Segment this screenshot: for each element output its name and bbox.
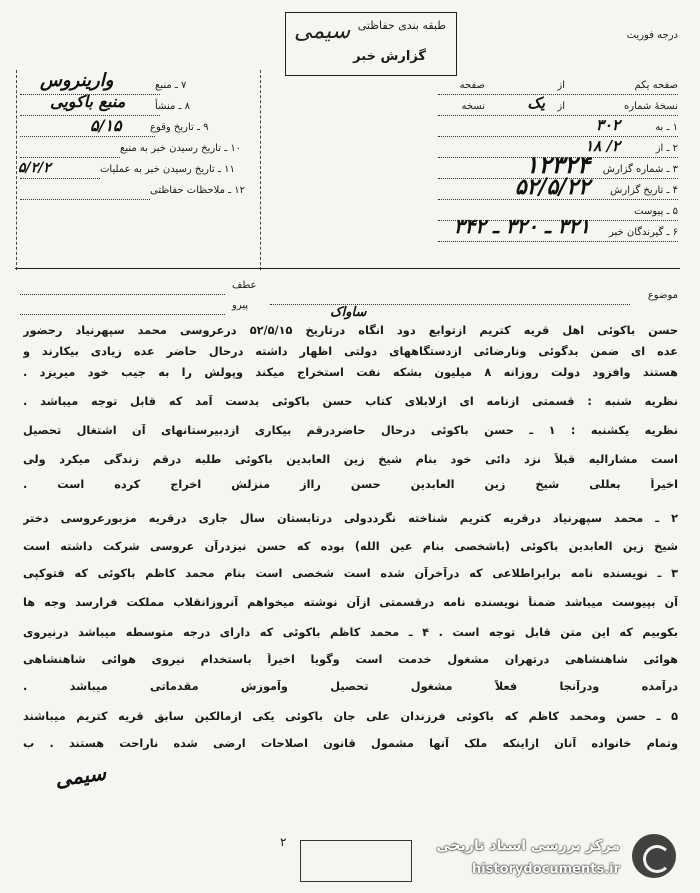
field-label: ۲ ـ از — [655, 143, 678, 154]
classification-label: طبقه بندی حفاظتی — [357, 19, 446, 32]
body-line: هوائی شاهنشاهی درتهران مشغول خدمت است وگویا اخیراً باستخدام نیروی هوائی شاهنشاهی — [23, 653, 678, 666]
field-value: ۱۲۳۲۴ — [525, 150, 590, 179]
body-line: عده ای ضمن بدگوئی ونارضائی ازدستگاههای دولتی اظهار داشته درحال حاضر عده زیادی بیکارند و — [23, 345, 678, 358]
body-line: آن بپیوست میباشد ضمناً نویسنده نامه درقسمتی ازآن نوشته میخواهم آنروزانقلاب مملکت فرارسد وجه ها — [23, 596, 678, 609]
field-value: ۳۰۲ — [595, 116, 620, 134]
dotted-line — [438, 241, 678, 242]
body-line: نظریه یکشنبه : ۱ ـ حسن باکوئی درحال حاضردرقم بیکاری ازدبیرستانهای آن اشتغال تحصیل — [23, 424, 678, 437]
column-divider — [260, 70, 261, 270]
dotted-line — [438, 199, 678, 200]
body-line: ۳ ـ نویسنده نامه برابراطلاعی که درآخرآن شده است شخصی است بنام محمد کاظم باکوئی که فتوکپی — [23, 567, 678, 580]
field-label: ۴ ـ تاریخ گزارش — [610, 185, 678, 196]
dotted-line — [438, 94, 678, 95]
field-label: ۷ ـ منبع — [155, 80, 187, 91]
header-rule — [15, 268, 680, 269]
body-line: نظریه شنبه : قسمتی ازنامه ای ازلابلای کتاب حسن باکوئی بدست آمد که قابل توجه میباشد . — [23, 395, 678, 408]
peyro-label: پیرو — [232, 300, 249, 311]
classification-stamp — [285, 12, 457, 76]
dotted-line — [438, 136, 678, 137]
body-line: حسن باکوئی اهل قریه کتریم ازتوابع دود انگاه درتاریخ ۵۲/۵/۱۵ درعروسی محمد سپهرنیاد رحضور — [23, 324, 678, 337]
field-value: ۲/ ۱۸ — [585, 137, 620, 155]
dotted-line — [438, 115, 678, 116]
field-label: ۱۲ ـ ملاحظات حفاظتی — [150, 185, 245, 196]
field-value: ۵/۱۵ — [90, 116, 122, 135]
margin-signature: سیمی — [53, 760, 108, 792]
field-label: ۱۰ ـ تاریخ رسیدن خبر به منبع — [120, 143, 242, 154]
subject-label: موضوع — [647, 290, 678, 301]
bottom-stamp — [300, 840, 412, 882]
stamp-signature: سیمی — [294, 19, 351, 44]
field-label: از — [557, 80, 565, 91]
left-border — [16, 70, 17, 270]
body-line: ۵ ـ حسن ومحمد کاظم که باکوئی فرزندان علی جان باکوئی یکی ازمالکین سابق قریه کتریم میباشند — [23, 710, 678, 723]
body-line: شیخ زین العابدین باکوئی (باشخصی بنام عین الله) بوده که حسن نیزدرآن عروسی شرکت داشته است — [23, 540, 678, 553]
field-label: نسخه — [461, 101, 485, 112]
dotted-line — [20, 94, 160, 95]
field-label: ۱ ـ به — [655, 122, 678, 133]
body-line: وتمام خانواده آنان ازاینکه ملک آنها مشمول قانون اصلاحات ارضی شده ناراحت هستند . ب — [23, 737, 678, 750]
archive-name: مرکز بررسی اسناد تاریخی — [436, 838, 620, 854]
field-label: ۳ ـ شماره گزارش — [602, 164, 678, 175]
field-label: صفحه — [459, 80, 485, 91]
dotted-line — [438, 220, 678, 221]
dotted-line — [20, 199, 150, 200]
field-value: منبع باکویی — [50, 92, 126, 111]
field-value: وارینروس — [40, 70, 114, 91]
priority-label: درجه فوریت — [626, 30, 678, 41]
dotted-line — [20, 178, 100, 179]
dotted-line — [438, 157, 678, 158]
page-note: ۲ — [280, 835, 287, 849]
field-label: ۶ ـ گیرندگان خبر — [608, 227, 678, 238]
field-value: ۵۲/۵/۲۲ — [514, 174, 590, 200]
field-value: ۳۲۱ ـ ۳۲۰ ـ ۳۴۲ — [453, 214, 590, 238]
body-line: اخیراً بعللی شیخ زین العابدین حسن رااز منزلش اخراج کرده است . — [23, 478, 678, 491]
dotted-line — [20, 157, 120, 158]
field-value: ۵/۲/۲ — [18, 160, 51, 176]
archive-logo-icon — [632, 834, 676, 878]
dotted-line — [270, 304, 630, 305]
body-line: بکوبیم که این متن قابل توجه است . ۴ ـ محمد کاظم باکوئی که دارای درجه متوسطه میباشد درنیروی — [23, 626, 678, 639]
dotted-line — [438, 178, 678, 179]
field-label: از — [557, 101, 565, 112]
atf-label: عطف — [232, 280, 257, 291]
field-label: ۸ ـ منشأ — [155, 101, 191, 112]
dotted-line — [20, 294, 225, 295]
field-label: ۱۱ ـ تاریخ رسیدن خبر به عملیات — [100, 164, 235, 175]
archive-url: historydocuments.ir — [471, 862, 620, 877]
body-line: ۲ ـ محمد سپهرنیاد درقریه کتریم شناخته نگرددولی درتابستان سال جاری درقریه مزبورعروسی دختر — [23, 512, 678, 525]
body-line: درآمده ودرآنجا فعلاً مشغول تحصیل وآموزش مقدماتی میباشد . — [23, 680, 678, 693]
field-label: ۹ ـ تاریخ وقوع — [150, 122, 209, 133]
field-label: نسخهٔ شماره — [624, 101, 678, 112]
dotted-line — [20, 314, 225, 315]
field-label: صفحه یکم — [634, 80, 678, 91]
body-line: است مشارالیه قبلاً نزد دائی خود بنام شیخ زین العابدین باکوئی طلبه درقم زندگی میکرد ولی — [23, 453, 678, 466]
archive-watermark — [417, 828, 682, 888]
dotted-line — [20, 136, 155, 137]
subject-note: ساواک — [330, 305, 367, 320]
field-value: یک — [527, 94, 545, 112]
body-line: هستند وافزود دولت روزانه ۸ میلیون بشکه نفت استخراج میکند وپولش را به جیب خود میریزد . — [23, 366, 678, 379]
dotted-line — [20, 115, 160, 116]
report-title: گزارش خبر — [353, 49, 426, 64]
field-label: ۵ ـ پیوست — [634, 206, 678, 217]
